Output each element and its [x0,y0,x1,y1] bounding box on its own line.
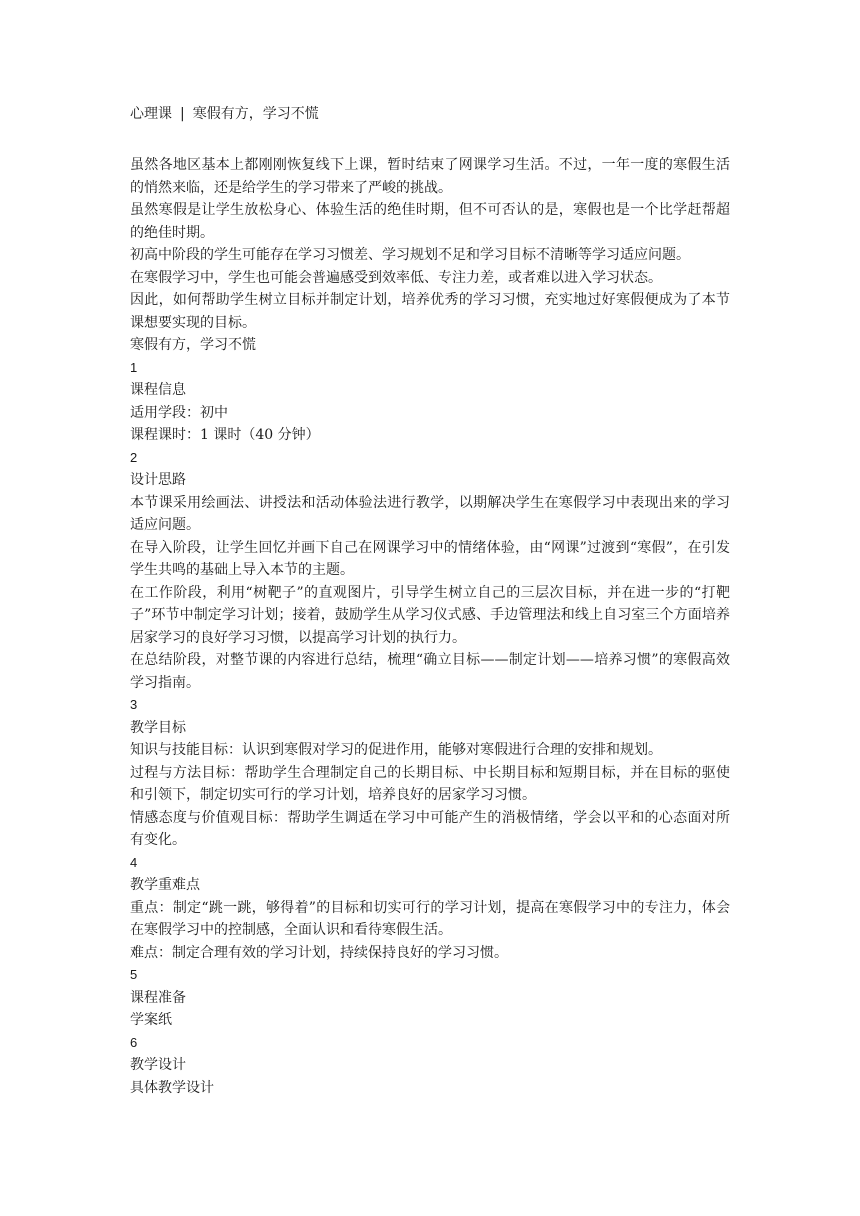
article-title: 寒假有方，学习不慌 [192,106,319,122]
section-paragraph: 过程与方法目标：帮助学生合理制定自己的长期目标、中长期目标和短期目标，并在目标的驱使和引领下，制定切实可行的学习计划，培养良好的居家学习习惯。 [130,764,730,803]
section-paragraph: 在总结阶段，对整节课的内容进行总结，梳理“确立目标——制定计划——培养习惯”的寒假高效学习指南。 [130,652,730,691]
section-number: 2 [130,449,138,465]
category-label: 心理课 [130,106,172,122]
section-paragraph: 课程课时：1 课时（40 分钟） [130,427,320,443]
section-number: 3 [130,697,138,712]
section-paragraph: 适用学段：初中 [130,404,228,421]
intro-tagline: 寒假有方，学习不慌 [130,337,256,353]
section-heading: 教学目标 [130,719,186,736]
section-number: 6 [130,1034,138,1050]
page-title [130,104,730,124]
intro-paragraph: 初高中阶段的学生可能存在学习习惯差、学习规划不足和学习目标不清晰等学习适应问题。 [130,247,690,263]
intro-paragraph: 虽然各地区基本上都刚刚恢复线下上课，暂时结束了网课学习生活。不过，一年一度的寒假生活的悄然来临，还是给学生的学习带来了严峻的挑战。 [130,157,730,196]
section-number: 5 [130,967,138,982]
section-paragraph: 难点：制定合理有效的学习计划，持续保持良好的学习习惯。 [130,944,508,961]
section-heading: 课程信息 [130,382,186,398]
section-paragraph: 情感态度与价值观目标：帮助学生调适在学习中可能产生的消极情绪，学会以平和的心态面对所有变化。 [130,809,730,848]
section-number: 1 [130,359,138,375]
section-paragraph: 本节课采用绘画法、讲授法和活动体验法进行教学，以期解决学生在寒假学习中表现出来的学习适应问题。 [130,494,730,533]
article-body [130,154,730,1099]
title-separator: | [180,106,185,122]
section-paragraph: 具体教学设计 [130,1079,214,1096]
intro-paragraph: 因此，如何帮助学生树立目标并制定计划，培养优秀的学习习惯，充实地过好寒假便成为了本节课想要实现的目标。 [130,292,730,331]
section-heading: 教学重难点 [130,877,200,893]
section-paragraph: 学案纸 [130,1012,172,1028]
section-number: 4 [130,854,138,870]
section-paragraph: 知识与技能目标：认识到寒假对学习的促进作用，能够对寒假进行合理的安排和规划。 [130,742,662,758]
intro-paragraph: 虽然寒假是让学生放松身心、体验生活的绝佳时期，但不可否认的是，寒假也是一个比学赶帮超的绝佳时期。 [130,202,730,241]
section-heading: 设计思路 [130,472,186,488]
section-heading: 课程准备 [130,989,186,1006]
intro-paragraph: 在寒假学习中，学生也可能会普遍感受到效率低、专注力差，或者难以进入学习状态。 [130,269,662,286]
section-heading: 教学设计 [130,1057,186,1073]
section-paragraph: 重点：制定“跳一跳，够得着”的目标和切实可行的学习计划，提高在寒假学习中的专注力，体会在寒假学习中的控制感，全面认识和看待寒假生活。 [130,899,730,938]
section-paragraph: 在导入阶段，让学生回忆并画下自己在网课学习中的情绪体验，由“网课”过渡到“寒假”，在引发学生共鸣的基础上导入本节的主题。 [130,539,730,578]
document-page [130,104,730,1099]
section-paragraph: 在工作阶段，利用“树靶子”的直观图片，引导学生树立自己的三层次目标，并在进一步的“打靶子”环节中制定学习计划；接着，鼓励学生从学习仪式感、手边管理法和线上自习室三个方面培养居家学习的良好学习习惯，以提高学习计划的执行力。 [130,584,730,646]
